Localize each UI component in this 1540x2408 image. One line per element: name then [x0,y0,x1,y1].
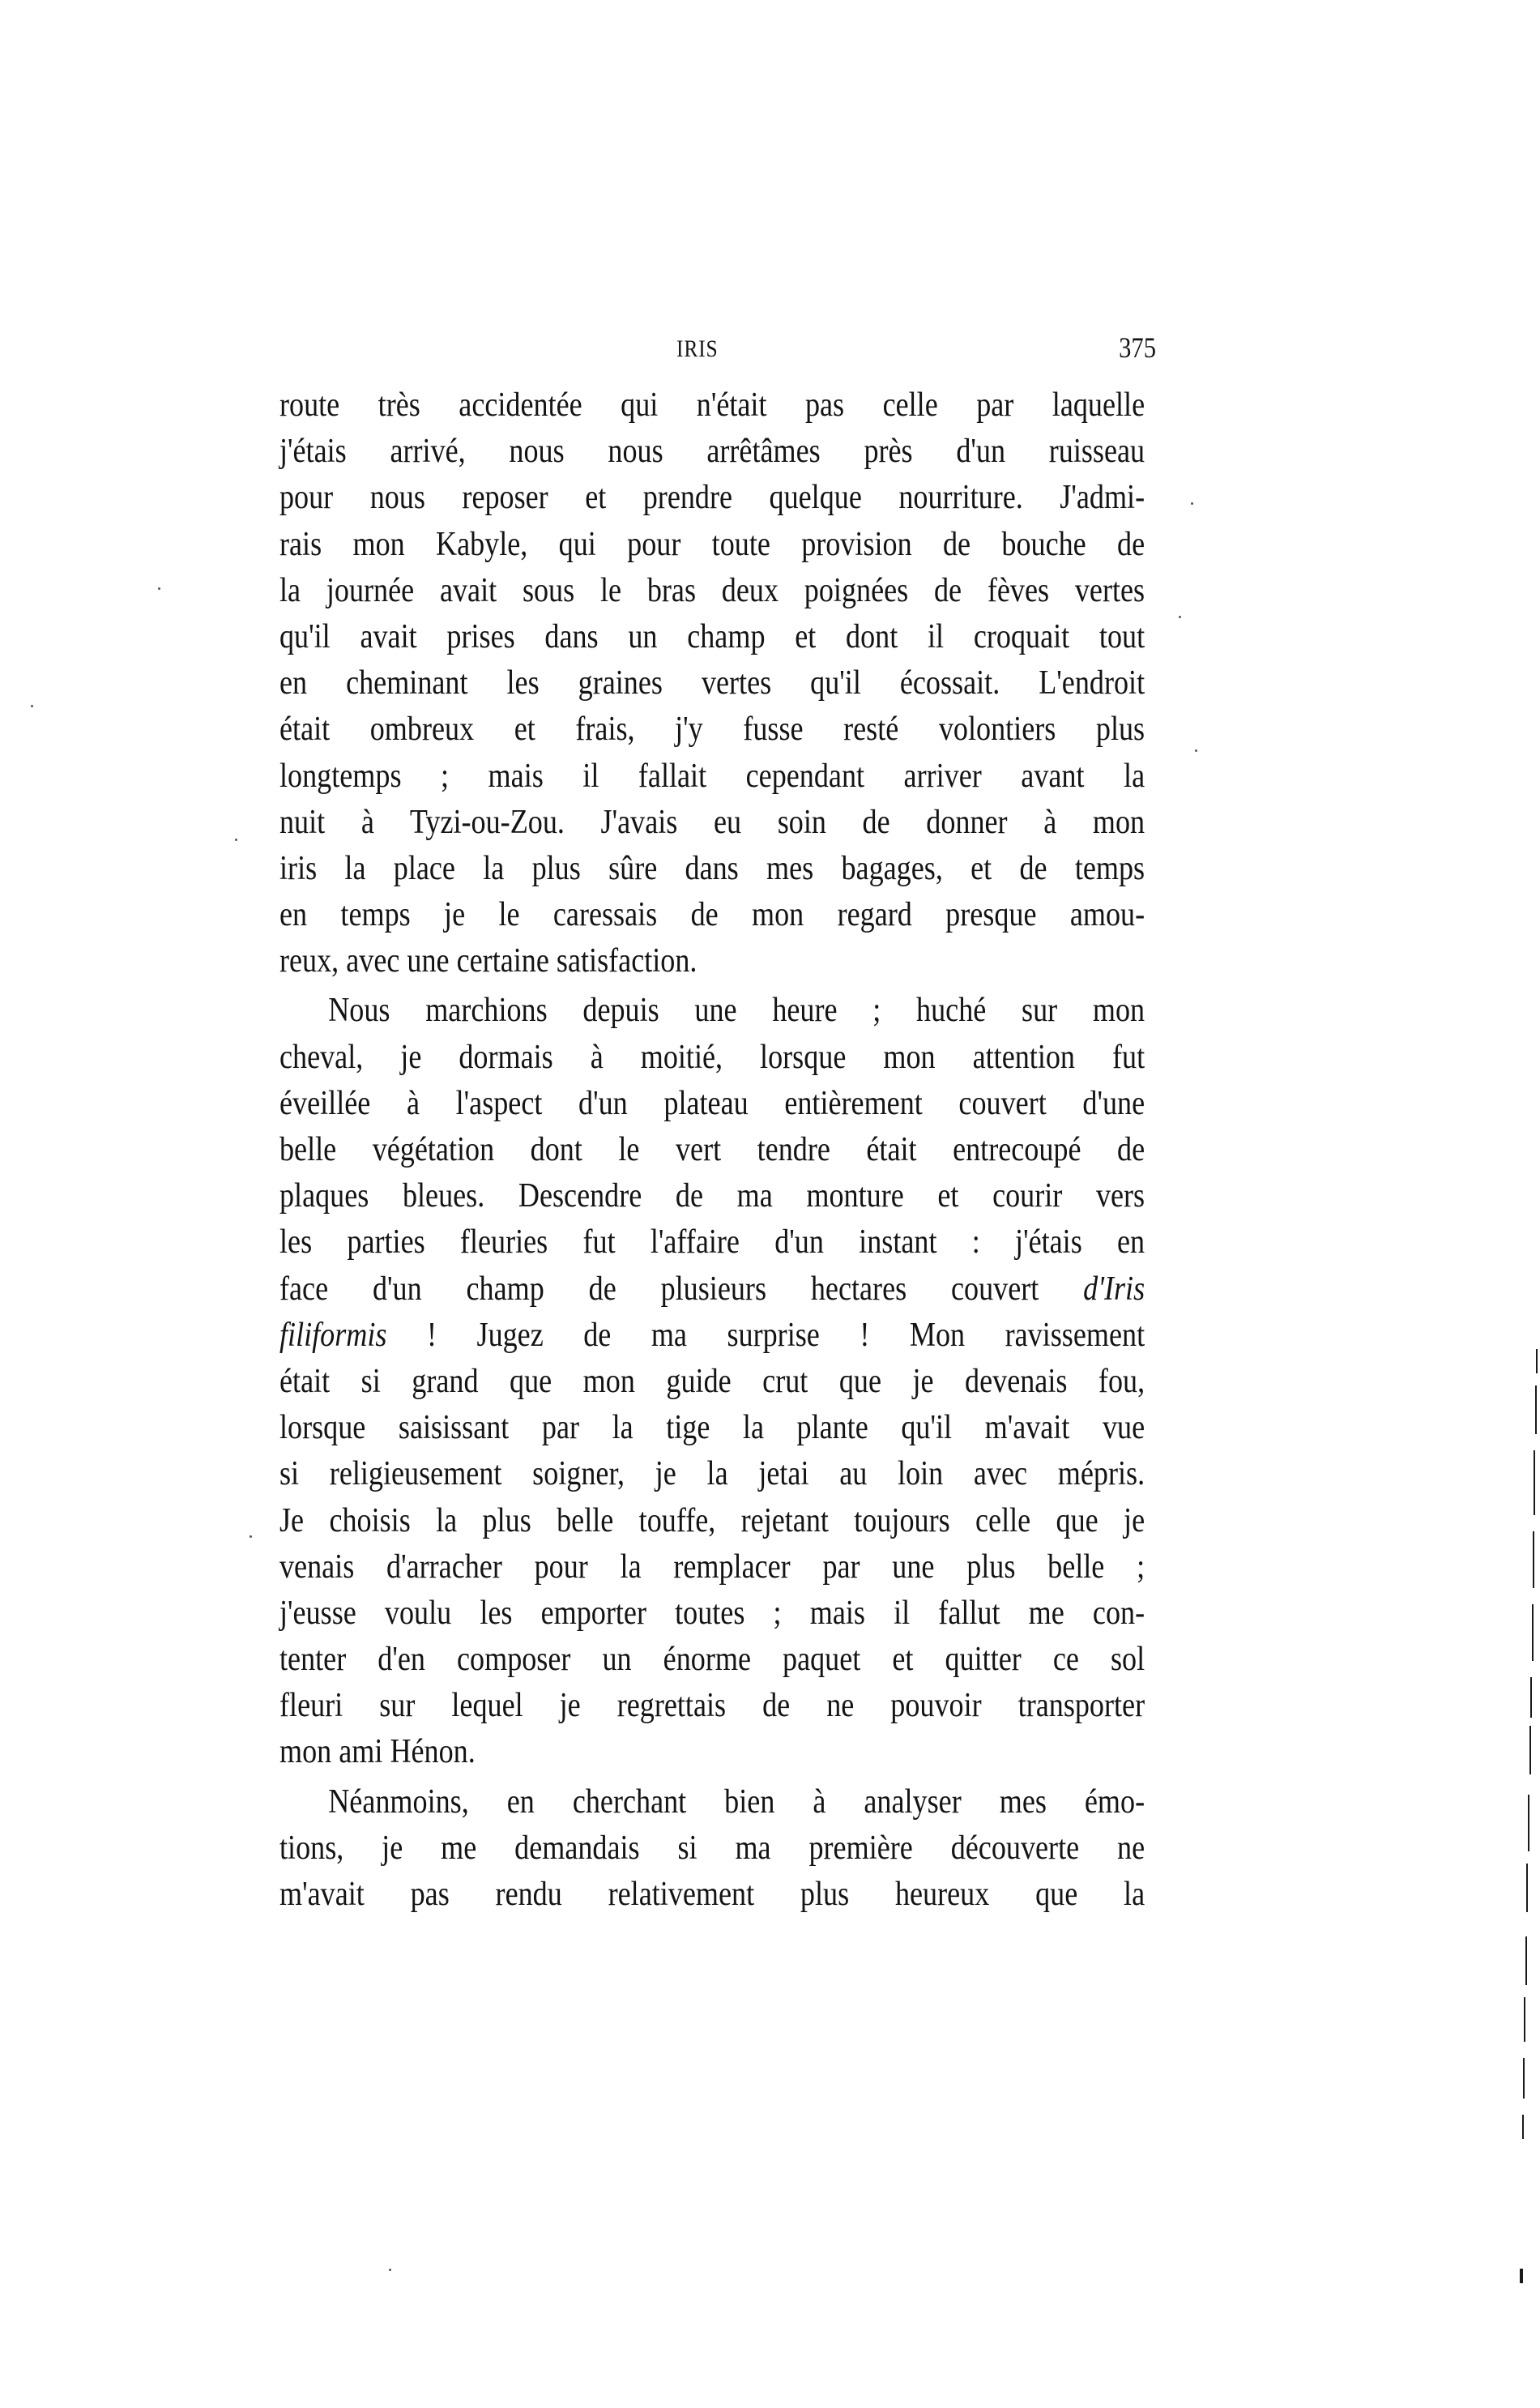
text-segment: ! Jugez de ma surprise ! Mon ravissement [386,1316,1145,1354]
text-line: tenter d'en composer un énorme paquet et quitter ce sol [279,1641,1145,1679]
text-line: Je choisis la plus belle touffe, rejetant toujours celle que je [279,1501,1145,1539]
scan-edge-line [1522,2115,1524,2139]
text-line: si religieusement soigner, je la jetai au loin avec mépris. [279,1455,1145,1493]
text-segment: face d'un champ de plusieurs hectares couvert [279,1270,1084,1308]
text-line: m'avait pas rendu relativement plus heureux que la [279,1876,1145,1913]
text-line: venais d'arracher pour la remplacer par une plus belle ; [279,1548,1145,1586]
scan-speck [235,839,237,841]
running-head [279,331,1156,373]
text-line: j'étais arrivé, nous nous arrêtâmes près d'un ruisseau [279,433,1145,471]
italic-species-name: filiformis [279,1316,387,1354]
text-line: j'eusse voulu les emporter toutes ; mais il fallut me con- [279,1594,1145,1632]
scan-speck [250,1535,252,1538]
scan-edge-line [1529,1726,1531,1774]
text-line: lorsque saisissant par la tige la plante qu'il m'avait vue [279,1409,1145,1447]
scan-edge-line [1523,2058,1525,2098]
text-line: reux, avec une certaine satisfaction. [279,942,697,980]
scan-edge-line [1532,1604,1534,1661]
text-line: iris la place la plus sûre dans mes bagages, et de temps [279,849,1145,887]
scan-edge-line [1535,1385,1537,1434]
text-line: en temps je le caressais de mon regard presque amou- [279,896,1145,934]
text-line [279,1266,1145,1313]
text-line: cheval, je dormais à moitié, lorsque mon attention fut [279,1038,1145,1076]
scan-edge-line [1534,1450,1535,1515]
scan-speck [1179,616,1181,618]
paragraph-2 [279,988,1145,1775]
text-line: belle végétation dont le vert tendre était entrecoupé de [279,1131,1145,1168]
text-line: fleuri sur lequel je regrettais de ne pouvoir transporter [279,1687,1145,1725]
italic-species-name: d'Iris [1083,1270,1145,1308]
text-line: plaques bleues. Descendre de ma monture et courir vers [279,1177,1145,1215]
scan-edge-line [1525,1936,1527,1985]
scan-speck [31,705,33,707]
text-line: les parties fleuries fut l'affaire d'un instant : j'étais en [279,1223,1145,1262]
scan-edge-line [1526,1864,1528,1912]
scan-edge-line [1524,1997,1525,2042]
paragraph-3 [279,1779,1145,1919]
scan-edge-line [1528,1795,1529,1851]
text-line: mon ami Hénon. [279,1733,476,1771]
scan-speck [1191,502,1193,505]
scan-edge-line [1533,1531,1534,1588]
text-line: Néanmoins, en cherchant bien à analyser mes émo- [328,1783,1145,1821]
text-line: Nous marchions depuis une heure ; huché sur mon [328,992,1145,1030]
text-line: tions, je me demandais si ma première découverte ne [279,1829,1145,1867]
text-line [279,1313,1145,1359]
text-line: nuit à Tyzi-ou-Zou. J'avais eu soin de donner à mon [279,803,1145,841]
text-line: rais mon Kabyle, qui pour toute provision de bouche de [279,525,1145,563]
paragraph-1 [279,382,1145,984]
scan-edge-line [1530,1677,1532,1718]
scan-speck [158,587,160,590]
page-number: 375 [1119,331,1156,364]
text-line: qu'il avait prises dans un champ et dont il croquait tout [279,617,1145,655]
text-line: route très accidentée qui n'était pas celle par laquelle [279,386,1145,424]
scan-speck [1195,749,1197,752]
text-line: était ombreux et frais, j'y fusse resté volontiers plus [279,711,1145,749]
scan-speck [389,2269,391,2271]
text-line: était si grand que mon guide crut que je devenais fou, [279,1362,1145,1400]
scan-edge-line [1536,1349,1538,1373]
text-line: éveillée à l'aspect d'un plateau entièrement couvert d'une [279,1084,1145,1122]
running-title: IRIS [676,335,719,362]
body-text [279,382,1145,1918]
text-line: en cheminant les graines vertes qu'il écossait. L'endroit [279,664,1145,702]
scan-edge-line [1520,2269,1523,2283]
text-line: longtemps ; mais il fallait cependant arriver avant la [279,757,1145,795]
text-line: pour nous reposer et prendre quelque nourriture. J'admi- [279,479,1145,517]
text-line: la journée avait sous le bras deux poignées de fèves vertes [279,571,1145,609]
